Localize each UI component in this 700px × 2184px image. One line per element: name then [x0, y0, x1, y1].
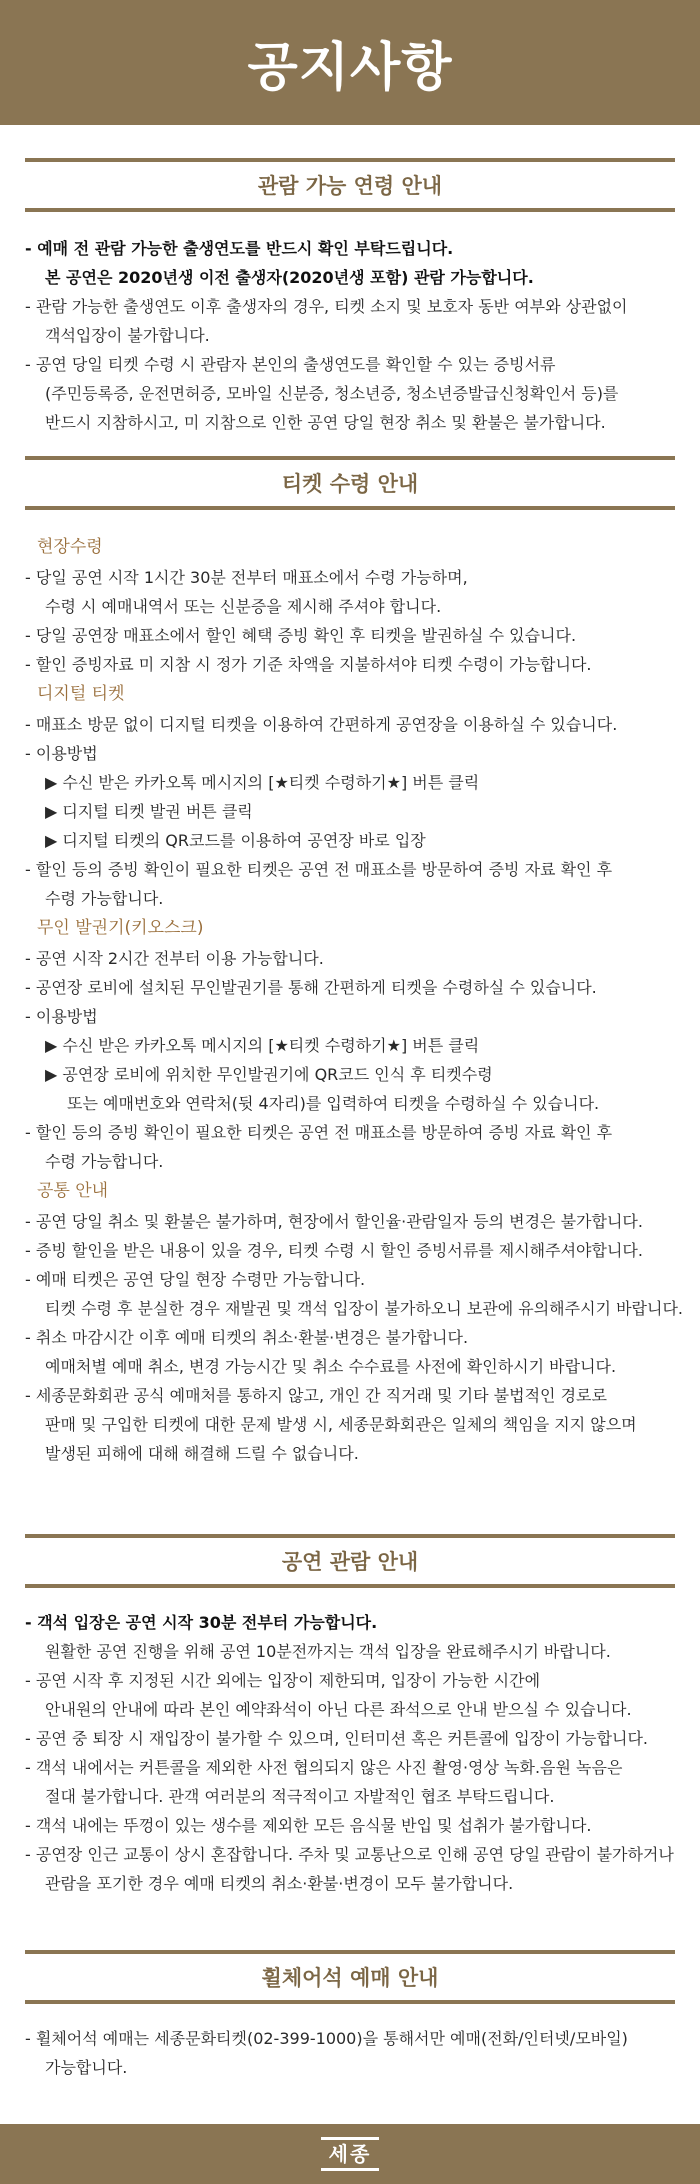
kiosk-subtitle: 무인 발권기(키오스크): [37, 918, 204, 938]
viewing-section-title: 공연 관람 안내: [281, 1550, 419, 1574]
notice-line: - 예매 티켓은 공연 당일 현장 수령만 가능합니다.: [25, 1270, 366, 1289]
wheelchair-section: [25, 1950, 675, 2082]
notice-line: 수령 가능합니다.: [45, 1152, 164, 1171]
notice-line: - 객석 내에서는 커튼콜을 제외한 사전 협의되지 않은 사진 촬영·영상 녹화.음원 녹음은: [25, 1758, 623, 1777]
notice-line: - 공연 당일 취소 및 환불은 불가하며, 현장에서 할인율·관람일자 등의 변경은 불가합니다.: [25, 1212, 643, 1231]
wheelchair-section-heading: [25, 1950, 675, 2004]
notice-line: 관람을 포기한 경우 예매 티켓의 취소·환불·변경이 모두 불가합니다.: [45, 1874, 514, 1893]
notice-line: 티켓 수령 후 분실한 경우 재발권 및 객석 입장이 불가하오니 보관에 유의해주시기 바랍니다.: [45, 1299, 683, 1318]
ticket-section: [25, 456, 683, 1468]
notice-line: - 공연장 인근 교통이 상시 혼잡합니다. 주차 및 교통난으로 인해 공연 당일 관람이 불가하거나: [25, 1845, 674, 1864]
common-subtitle: 공통 안내: [37, 1181, 109, 1201]
notice-line: - 당일 공연장 매표소에서 할인 혜택 증빙 확인 후 티켓을 발권하실 수 있습니다.: [25, 626, 577, 645]
age-section-heading: [25, 158, 675, 212]
notice-line: - 이용방법: [25, 1007, 98, 1026]
notice-line: 원활한 공연 진행을 위해 공연 10분전까지는 객석 입장을 완료해주시기 바랍니다.: [45, 1642, 611, 1661]
notice-line: 발생된 피해에 대해 해결해 드릴 수 없습니다.: [45, 1444, 359, 1463]
notice-line: - 공연 시작 2시간 전부터 이용 가능합니다.: [25, 949, 324, 968]
notice-line: - 세종문화회관 공식 예매처를 통하지 않고, 개인 간 직거래 및 기타 불법적인 경로로: [25, 1386, 607, 1405]
notice-line: - 할인 등의 증빙 확인이 필요한 티켓은 공연 전 매표소를 방문하여 증빙 자료 확인 후: [25, 1123, 613, 1142]
notice-line: 절대 불가합니다. 관객 여러분의 적극적이고 자발적인 협조 부탁드립니다.: [45, 1787, 555, 1806]
notice-line: - 객석 입장은 공연 시작 30분 전부터 가능합니다.: [25, 1613, 378, 1632]
notice-line: - 증빙 할인을 받은 내용이 있을 경우, 티켓 수령 시 할인 증빙서류를 제시해주셔야합니다.: [25, 1241, 643, 1260]
notice-line: 본 공연은 2020년생 이전 출생자(2020년생 포함) 관람 가능합니다.: [45, 268, 534, 287]
notice-line: - 할인 증빙자료 미 지참 시 정가 기준 차액을 지불하셔야 티켓 수령이 가능합니다.: [25, 655, 592, 674]
notice-line: - 관람 가능한 출생연도 이후 출생자의 경우, 티켓 소지 및 보호자 동반 여부와 상관없이: [25, 297, 628, 316]
viewing-section: [25, 1534, 675, 1898]
notice-line: - 예매 전 관람 가능한 출생연도를 반드시 확인 부탁드립니다.: [25, 239, 454, 258]
notice-footer: [0, 2124, 700, 2184]
notice-line: - 당일 공연 시작 1시간 30분 전부터 매표소에서 수령 가능하며,: [25, 568, 468, 587]
notice-line: 판매 및 구입한 티켓에 대한 문제 발생 시, 세종문화회관은 일체의 책임을 지지 않으며: [45, 1415, 637, 1434]
notice-line: - 취소 마감시간 이후 예매 티켓의 취소·환불·변경은 불가합니다.: [25, 1328, 469, 1347]
notice-line: - 공연 당일 티켓 수령 시 관람자 본인의 출생연도를 확인할 수 있는 증빙서류: [25, 355, 556, 374]
notice-line: (주민등록증, 운전면허증, 모바일 신분증, 청소년증, 청소년증발급신청확인서 등)를: [45, 384, 619, 403]
notice-line: - 공연 중 퇴장 시 재입장이 불가할 수 있으며, 인터미션 혹은 커튼콜에 입장이 가능합니다.: [25, 1729, 649, 1748]
notice-line: 예매처별 예매 취소, 변경 가능시간 및 취소 수수료를 사전에 확인하시기 바랍니다.: [45, 1357, 617, 1376]
digital-subtitle: 디지털 티켓: [37, 684, 125, 704]
notice-line: - 매표소 방문 없이 디지털 티켓을 이용하여 간편하게 공연장을 이용하실 수 있습니다.: [25, 715, 618, 734]
onsite-subtitle: 현장수령: [37, 537, 103, 557]
sejong-logo: [319, 2137, 381, 2171]
notice-line: - 할인 등의 증빙 확인이 필요한 티켓은 공연 전 매표소를 방문하여 증빙 자료 확인 후: [25, 860, 613, 879]
ticket-section-heading: [25, 456, 675, 510]
ticket-section-title: 티켓 수령 안내: [281, 472, 419, 496]
wheelchair-section-title: 휠체어석 예매 안내: [261, 1966, 439, 1990]
notice-line: ▶ 수신 받은 카카오톡 메시지의 [★티켓 수령하기★] 버튼 클릭: [45, 773, 480, 792]
notice-line: 반드시 지참하시고, 미 지참으로 인한 공연 당일 현장 취소 및 환불은 불가합니다.: [45, 413, 606, 432]
logo-text: 세종: [328, 2142, 372, 2166]
notice-line: ▶ 디지털 티켓 발권 버튼 클릭: [45, 802, 253, 821]
notice-line: 수령 가능합니다.: [45, 889, 164, 908]
notice-line: ▶ 공연장 로비에 위치한 무인발권기에 QR코드 인식 후 티켓수령: [45, 1065, 493, 1084]
notice-header: [0, 0, 700, 125]
notice-line: - 이용방법: [25, 744, 98, 763]
notice-line: 가능합니다.: [45, 2058, 128, 2077]
notice-line: 객석입장이 불가합니다.: [45, 326, 210, 345]
notice-line: - 공연장 로비에 설치된 무인발권기를 통해 간편하게 티켓을 수령하실 수 있습니다.: [25, 978, 597, 997]
notice-line: - 객석 내에는 뚜껑이 있는 생수를 제외한 모든 음식물 반입 및 섭취가 불가합니다.: [25, 1816, 592, 1835]
notice-line: - 공연 시작 후 지정된 시간 외에는 입장이 제한되며, 입장이 가능한 시간에: [25, 1671, 541, 1690]
notice-line: 또는 예매번호와 연락처(뒷 4자리)를 입력하여 티켓을 수령하실 수 있습니다.: [67, 1094, 600, 1113]
notice-line: ▶ 디지털 티켓의 QR코드를 이용하여 공연장 바로 입장: [45, 831, 426, 850]
age-section: [25, 158, 675, 437]
age-section-title: 관람 가능 연령 안내: [257, 174, 443, 198]
notice-line: ▶ 수신 받은 카카오톡 메시지의 [★티켓 수령하기★] 버튼 클릭: [45, 1036, 480, 1055]
page-title: 공지사항: [247, 38, 453, 98]
notice-line: 안내원의 안내에 따라 본인 예약좌석이 아닌 다른 좌석으로 안내 받으실 수 있습니다.: [45, 1700, 632, 1719]
viewing-section-heading: [25, 1534, 675, 1588]
notice-line: 수령 시 예매내역서 또는 신분증을 제시해 주셔야 합니다.: [45, 597, 442, 616]
notice-line: - 휠체어석 예매는 세종문화티켓(02-399-1000)을 통해서만 예매(전화/인터넷/모바일): [25, 2029, 628, 2048]
